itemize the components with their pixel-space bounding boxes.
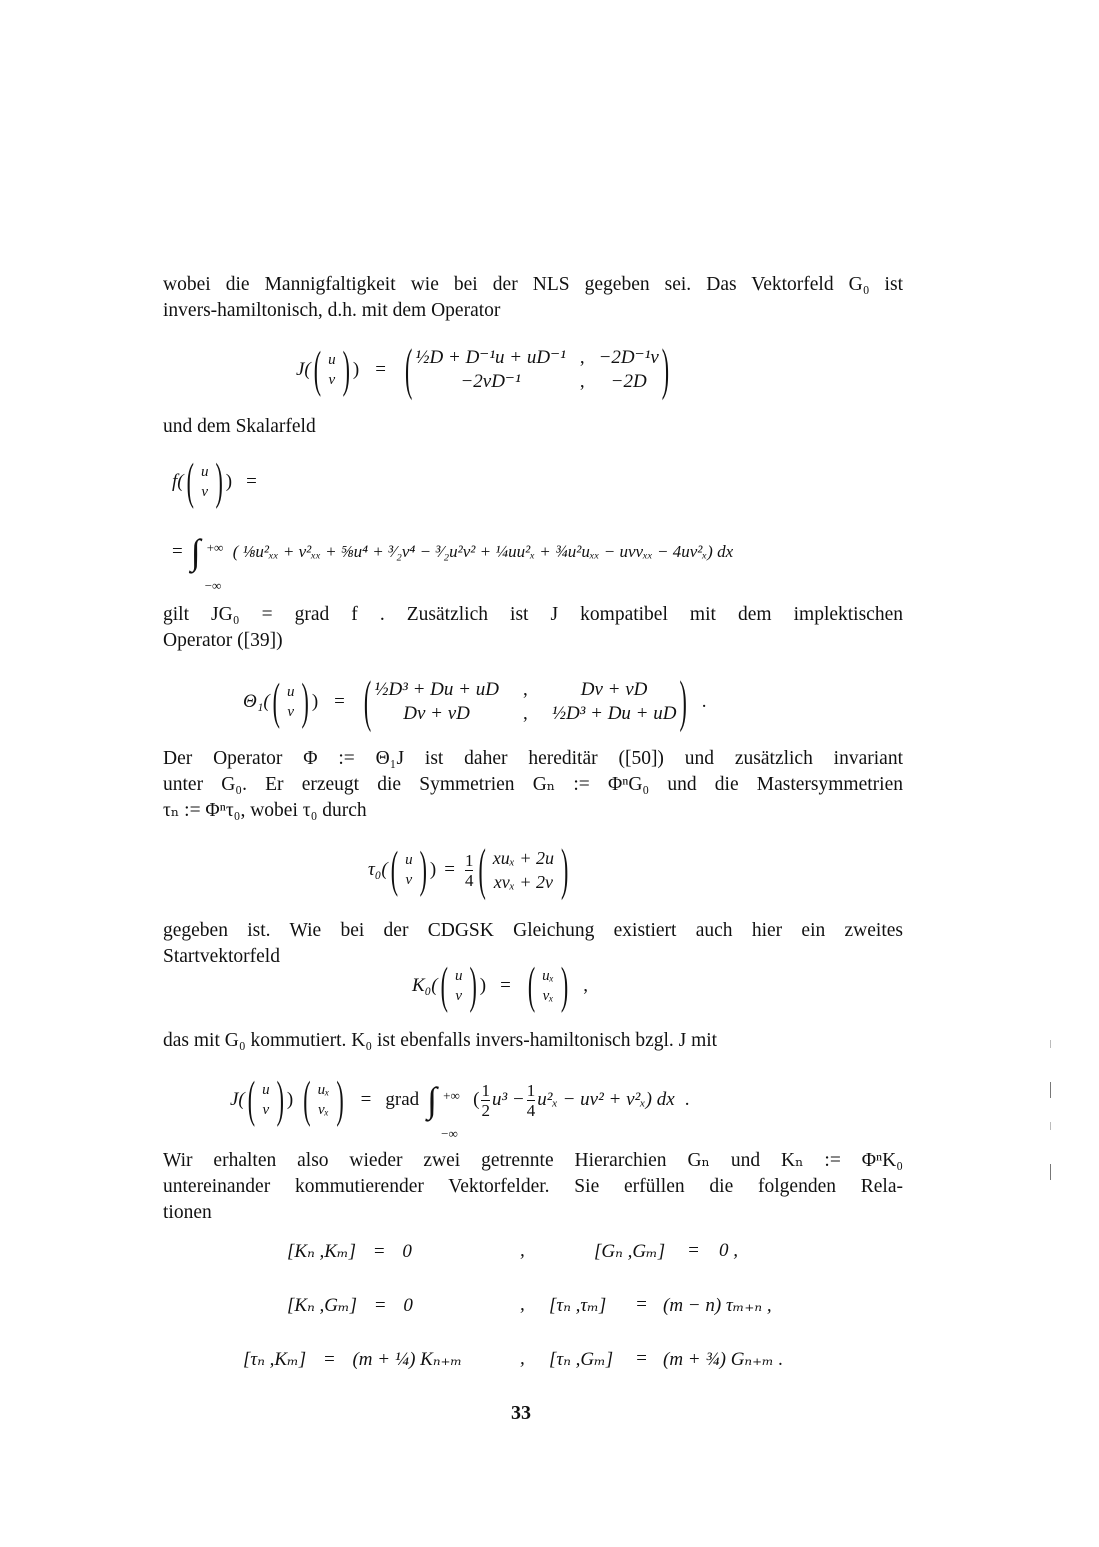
relation-lhs: [τₙ ,Kₘ] [243,1349,307,1370]
period: . [701,691,707,712]
vector-uv [401,850,417,890]
relation-rhs: 0 , [719,1240,738,1261]
relation-rhs: 0 [403,1295,413,1316]
matrix-cell: −2D⁻¹v [598,347,659,368]
paren-open: ( [390,840,399,898]
integrand: ( ⅛u²ₓₓ + v²ₓₓ + ⅝u⁴ + ³⁄₂v⁴ − ³⁄₂u²v² + ¼uu²ₓ + ¾u²uₓₓ − uvvₓₓ − 4uv²ₓ) dx [232,542,734,561]
eq-close: ) [352,359,360,380]
text-line: und dem Skalarfeld [163,416,316,437]
paren-open: ( [272,672,280,730]
paren-open: ( [186,452,194,510]
paren-close: ) [336,1070,344,1128]
scan-artifact [1050,1040,1051,1048]
eq-lhs: J( [296,359,311,380]
matrix-cell: Dv + vD [580,679,648,700]
text-line: Startvektorfeld [163,946,280,967]
relation-rhs: 0 [402,1241,412,1262]
text-line: Wir erhalten also wieder zwei getrennte Hierarchien Gₙ und Kₙ := ΦⁿK₀ [163,1150,903,1171]
vector-tau [489,846,558,894]
text-line: unter G₀. Er erzeugt die Symmetrien Gₙ := ΦⁿG₀ und die Mastersymmetrien [163,774,903,795]
matrix-sep: , [579,347,585,368]
eq-lhs: Θ₁( [243,691,270,712]
vec-v: v [328,372,336,388]
equals-sign: = [246,471,257,492]
text-line: τₙ := Φⁿτ₀, wobei τ₀ durch [163,800,367,821]
paren-open: ( [527,956,536,1014]
vector-uv [283,682,299,722]
paren-close: ) [469,956,477,1014]
grad-operator: grad [385,1089,420,1110]
frac-den: 4 [526,1100,536,1120]
paren-open: ( [313,340,322,398]
paren-open: ( [303,1070,311,1128]
relation-rhs: (m + ¼) Kₙ₊ₘ [352,1349,463,1370]
vec-entry: uₓ [317,1082,330,1098]
eq-close: ) [429,859,437,880]
lower-limit: −∞ [441,1126,458,1141]
vector-uv [258,1080,274,1120]
fraction-one-quarter [527,1081,536,1120]
text-line: invers-hamiltonisch, d.h. mit dem Operator [163,300,501,321]
vec-v: v [287,704,295,720]
vec-u: u [286,684,295,700]
vec-entry: xuₓ + 2u [492,848,555,868]
paren-open: ( [478,836,486,902]
matrix-sep: , [579,371,585,392]
paren-close: ) [215,452,223,510]
paren-close: ) [301,672,309,730]
lower-limit: −∞ [204,578,222,593]
vec-v: v [262,1102,270,1118]
vec-u: u [328,352,336,368]
period: . [684,1089,690,1110]
vector-derivs [538,966,558,1006]
text-line: tionen [163,1202,212,1223]
equation-JK0-gradient: J( ( u v ) ) ( uₓ vₓ ) = grad ∫ +∞ −∞ ( 1 2 u³ − 1 4 u²ₓ − uv² + v²ₓ) dx . [230,1080,689,1120]
frac-den: 4 [464,870,474,890]
vec-entry: uₓ [542,968,554,984]
eq-lhs: f( [172,471,184,492]
matrix-cell: ½D³ + Du + uD [374,679,499,700]
frac-num: 1 [481,1080,490,1100]
vec-entry: vₓ [318,1102,329,1118]
vec-v: v [455,988,463,1004]
vec-v: v [405,872,413,888]
paren-close: ) [276,1070,284,1128]
integral-sign: ∫ +∞ −∞ [427,1088,447,1112]
matrix-cell: −2vD⁻¹ [460,371,521,392]
vec-u: u [405,852,413,868]
upper-limit: +∞ [206,540,224,555]
upper-limit: +∞ [443,1088,460,1103]
frac-num: 1 [464,850,474,870]
equation-theta-operator [243,668,707,734]
paren-close: ) [419,840,427,898]
eq-close: ) [311,691,319,712]
paren-open: ( [440,956,448,1014]
vec-v: v [201,484,209,500]
equals-sign: = [172,541,183,562]
scan-artifact [1050,1082,1051,1098]
equation-K0 [412,956,588,1014]
matrix-cell: ½D³ + Du + uD [551,703,677,724]
vec-u: u [454,968,463,984]
vec-entry: vₓ [542,988,554,1004]
relation-lhs: [Kₙ ,Gₘ] [287,1295,358,1316]
eq-close: ) [479,975,487,996]
integral-sign: ∫ +∞ −∞ [191,540,211,564]
text-line: Der Operator Φ := Θ₁J ist daher hereditär ([50]) und zusätzlich invariant [163,748,903,769]
frac-den: 2 [481,1100,490,1120]
paragraph-intro [163,272,903,324]
paren-open: ( [363,668,372,734]
equals-sign: = [375,359,386,380]
text-line: wobei die Mannigfaltigkeit wie bei der NLS gegeben sei. Das Vektorfeld G₀ ist [163,274,903,295]
text-line: untereinander kommutierender Vektorfelder. Sie erfüllen die folgenden Rela- [163,1176,903,1197]
paren-open: ( [404,336,413,402]
frac-num: 1 [526,1080,536,1100]
comma: , [583,975,588,996]
relation-lhs: [τₙ ,Gₘ] [549,1349,614,1370]
matrix-sep: , [522,703,528,724]
eq-lhs: K₀( [412,975,438,996]
vec-u: u [200,464,209,480]
equation-f-lhs [172,452,257,510]
equals-sign: = [360,1089,372,1110]
relation-lhs: [τₙ ,τₘ] [549,1295,607,1316]
paragraph-gradient [163,602,903,654]
fraction-one-quarter [465,851,474,890]
relation-row: [τₙ ,Kₘ] = (m + ¼) Kₙ₊ₘ , [τₙ ,Gₘ] = (m + ¾) Gₙ₊ₘ . [243,1348,784,1370]
text-line: das mit G₀ kommutiert. K₀ ist ebenfalls invers-hamiltonisch bzgl. J mit [163,1030,718,1051]
paragraph-hereditary [163,746,903,824]
scan-artifact [1050,1164,1051,1180]
vec-entry: xvₓ + 2v [493,872,554,892]
paren-close: ) [679,668,687,734]
relation-rhs: (m − n) τₘ₊ₙ , [663,1295,772,1316]
equals-sign: = [334,691,345,712]
equals-sign: = [500,975,511,996]
relation-row: [Kₙ ,Kₘ] = 0 , [Gₙ ,Gₘ] = 0 , [287,1240,738,1262]
matrix-sep: , [522,679,528,700]
integrand-part: u³ − [491,1089,525,1110]
relation-row: [Kₙ ,Gₘ] = 0 , [τₙ ,τₘ] = (m − n) τₘ₊ₙ , [287,1294,772,1316]
matrix-theta [374,678,676,726]
vector-uv [324,350,340,390]
equation-J-operator [296,336,672,402]
eq-close: ) [286,1089,294,1110]
integrand-part: u²ₓ − uv² + v²ₓ) dx [537,1089,675,1110]
fraction-one-half [481,1081,490,1120]
matrix-cell: ½D + D⁻¹u + uD⁻¹ [415,347,566,368]
page-number: 33 [511,1402,531,1424]
matrix-J [415,346,658,394]
paren-close: ) [661,336,670,402]
vector-derivs [314,1080,334,1120]
equation-tau0 [368,836,571,902]
relation-lhs: [Kₙ ,Kₘ] [287,1241,356,1262]
vector-uv [451,966,467,1006]
matrix-cell: −2D [610,371,647,392]
paren-close: ) [561,836,569,902]
equals-sign: = [444,859,455,880]
eq-close: ) [225,471,233,492]
paren-open: ( [247,1070,256,1128]
eq-lhs: J( [230,1089,245,1110]
eq-lhs: τ₀( [368,859,388,880]
relation-rhs: (m + ¾) Gₙ₊ₘ . [663,1349,784,1370]
scan-artifact [1050,1122,1051,1130]
equation-f-integral [172,532,734,593]
paragraph-hierarchies [163,1148,903,1226]
text-line: gilt JG₀ = grad f . Zusätzlich ist J kompatibel mit dem implektischen [163,604,903,625]
paren-close: ) [560,956,569,1014]
matrix-cell: Dv + vD [403,703,470,724]
paren-close: ) [342,340,350,398]
paragraph-scalar [163,414,903,440]
paragraph-commutes [163,1028,903,1054]
vec-u: u [262,1082,270,1098]
relation-lhs: [Gₙ ,Gₘ] [594,1241,666,1262]
text-line: gegeben ist. Wie bei der CDGSK Gleichung existiert auch hier ein zweites [163,920,903,941]
vector-uv [197,462,213,502]
text-line: Operator ([39]) [163,630,283,651]
